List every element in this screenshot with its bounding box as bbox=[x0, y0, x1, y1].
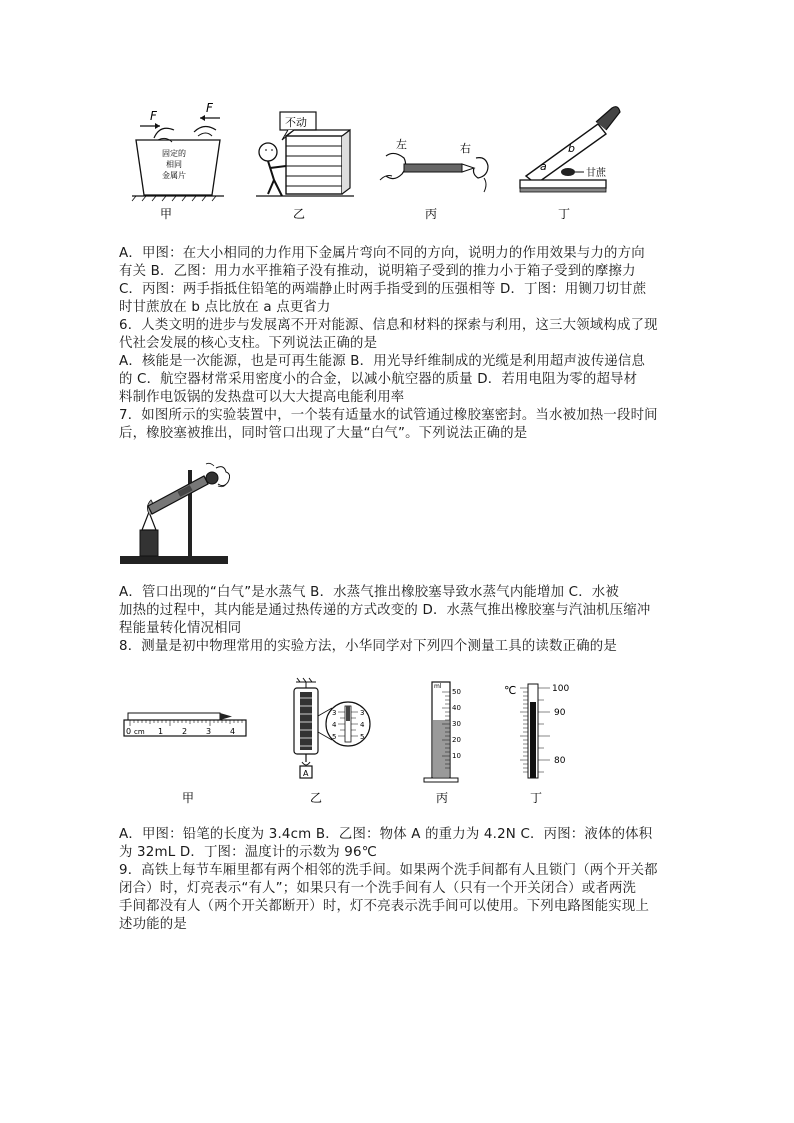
figure-forces-panels bbox=[128, 100, 648, 225]
ruler-tick-4: 4 bbox=[230, 727, 236, 736]
instrument-thermometer bbox=[504, 684, 569, 805]
ruler-tick-0: 0 bbox=[126, 727, 132, 736]
figure-test-tube-apparatus bbox=[118, 460, 230, 568]
ruler-unit: cm bbox=[134, 728, 145, 736]
scale-tick-3-right: 3 bbox=[360, 709, 365, 717]
text-block-q7-options-q8: A．管口出现的“白气”是水蒸气 B．水蒸气推出橡胶塞导致水蒸气内能增加 C．水被 加热的过程中，其内能是通过热传递的方式改变的 D．水蒸气推出橡胶塞与汽油机压缩冲 程能量转化情况相同 8．测量是初中物理常用的实验方法，小华同学对下列四个测量工具的读数正确的是 bbox=[119, 585, 651, 654]
caption-spring-scale: 乙 bbox=[310, 791, 323, 805]
caption-ruler: 甲 bbox=[182, 791, 195, 805]
thermometer-unit: ℃ bbox=[504, 684, 517, 697]
caption-cylinder: 丙 bbox=[436, 791, 449, 805]
scale-tick-3-left: 3 bbox=[332, 709, 337, 717]
speech-bubble-text: 不动 bbox=[285, 116, 307, 129]
thermometer-tick-80: 80 bbox=[554, 756, 566, 766]
caption-yi: 乙 bbox=[293, 207, 306, 221]
scale-tick-4-right: 4 bbox=[360, 721, 365, 729]
cylinder-tick-20: 20 bbox=[452, 736, 461, 744]
thermometer-tick-90: 90 bbox=[554, 708, 566, 718]
point-b-label: b bbox=[568, 142, 575, 155]
text-block-q8-options-q9: A．甲图：铅笔的长度为 3.4cm B．乙图：物体 A 的重力为 4.2N C．丙图：液体的体积 为 32mL D．丁图：温度计的示数为 96℃ 9．高铁上每节车厢里都有两个相邻的洗手间。如果两个洗手间都有人且锁门（两个开关都 闭合）时，灯亮表示“有人”；如果只有一个洗手间有人（只有一个开关闭合）或者两洗 手间都没有人（两个开关都断开）时，灯不亮表示洗手间可以使用。下列电路图能实现上 述功能的是 bbox=[119, 827, 658, 932]
point-a-label: a bbox=[540, 160, 547, 173]
ruler-tick-1: 1 bbox=[158, 727, 164, 736]
cylinder-tick-40: 40 bbox=[452, 704, 461, 712]
thermometer-tick-100: 100 bbox=[552, 684, 570, 694]
plate-text-2: 相同 bbox=[166, 160, 182, 169]
cylinder-unit: ml bbox=[434, 683, 442, 690]
caption-bing: 丙 bbox=[425, 207, 438, 221]
caption-thermometer: 丁 bbox=[530, 791, 543, 805]
scale-tick-5-left: 5 bbox=[332, 733, 337, 741]
plate-text-3: 金属片 bbox=[162, 171, 186, 180]
panel-yi-push-box bbox=[256, 112, 354, 221]
caption-jia: 甲 bbox=[160, 207, 173, 221]
panel-ding-chopper bbox=[520, 107, 620, 221]
text-block-q5-q7: A．甲图：在大小相同的力作用下金属片弯向不同的方向，说明力的作用效果与力的方向 有关 B．乙图：用力水平推箱子没有推动，说明箱子受到的推力小于箱子受到的摩擦力 C．丙图：两手指抵住铅笔的两端静止时两手指受到的压强相等 D．丁图：用铡刀切甘蔗 时甘蔗放在 b 点比放在 a 点更省力 6．人类文明的进步与发展离不开对能源、信息和材料的探索与利用，这三大领域构成了现 代社会发展的核心支柱。下列说法正确的是 A．核能是一次能源，也是可再生能源 B．用光导纤维制成的光缆是利用超声波传递信息 的 C．航空器材常采用密度小的合金，以减小航空器的质量 D．若用电阻为零的超导材 料制作电饭锅的发热盘可以大大提高电能利用率 7．如图所示的实验装置中，一个装有适量水的试管通过橡胶塞密封。当水被加热一段时间 后，橡胶塞被推出，同时管口出现了大量“白气”。下列说法正确的是 bbox=[119, 246, 658, 441]
cylinder-tick-10: 10 bbox=[452, 752, 461, 760]
cylinder-tick-30: 30 bbox=[452, 720, 461, 728]
cylinder-tick-50: 50 bbox=[452, 688, 461, 696]
ruler-tick-3: 3 bbox=[206, 727, 212, 736]
force-label-right: F bbox=[206, 101, 213, 115]
figure-measuring-instruments bbox=[120, 676, 580, 808]
force-label-left: F bbox=[150, 109, 157, 123]
ruler-tick-2: 2 bbox=[182, 727, 188, 736]
object-a-label: A bbox=[303, 769, 309, 778]
panel-jia-metal-plates bbox=[132, 101, 224, 221]
sugarcane-label: 甘蔗 bbox=[586, 168, 606, 179]
label-right: 右 bbox=[460, 142, 471, 155]
scale-tick-4-left: 4 bbox=[332, 721, 337, 729]
instrument-ruler bbox=[124, 713, 246, 805]
instrument-spring-scale bbox=[294, 678, 370, 805]
scale-tick-5-right: 5 bbox=[360, 733, 365, 741]
plate-text-1: 固定的 bbox=[162, 149, 186, 158]
instrument-graduated-cylinder bbox=[424, 682, 461, 805]
label-left: 左 bbox=[396, 138, 407, 151]
caption-ding: 丁 bbox=[558, 207, 571, 221]
panel-bing-pencil bbox=[380, 138, 488, 221]
